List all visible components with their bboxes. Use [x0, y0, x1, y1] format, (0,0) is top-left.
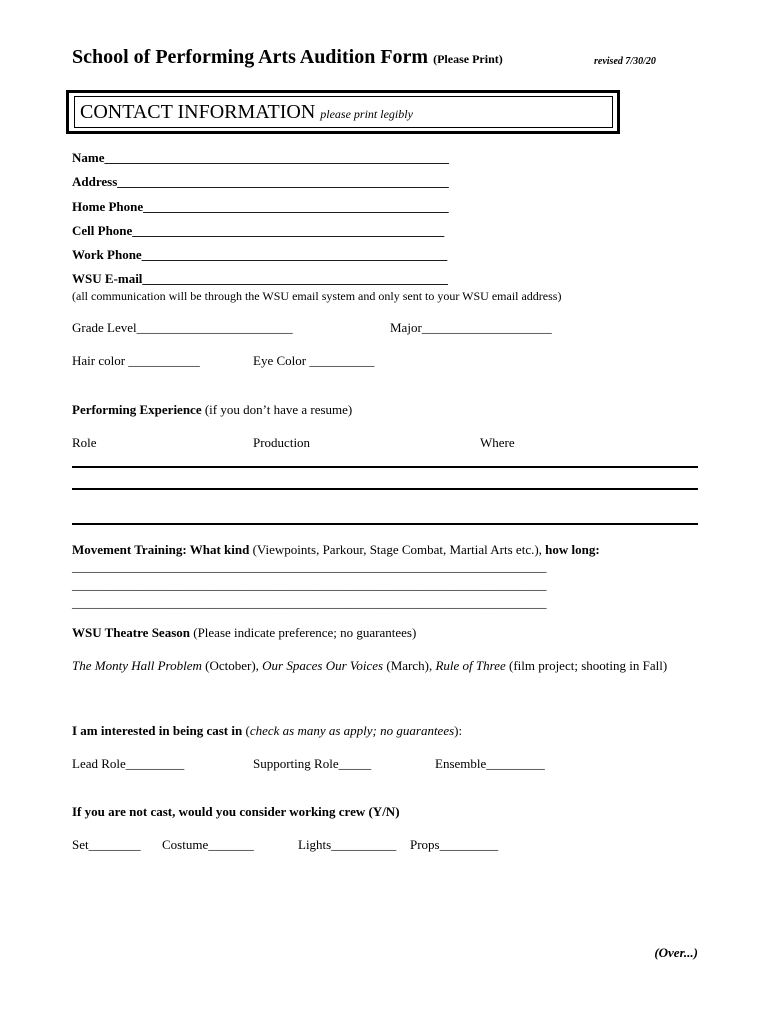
revision-date: revised 7/30/20 [594, 56, 656, 67]
casting-heading: I am interested in being cast in (check as many as apply; no guarantees): [72, 723, 463, 738]
movement-line-3[interactable]: _________________________________________________________________________ [72, 595, 547, 610]
crew-lights-field[interactable]: Lights__________ [298, 837, 397, 852]
cell-phone-field[interactable]: Cell Phone________________________________________________ [72, 223, 445, 238]
casting-note: check as many as apply; no guarantees [249, 723, 455, 738]
form-subtitle: (Please Print) [433, 52, 503, 66]
crew-heading: If you are not cast, would you consider working crew (Y/N) [72, 804, 400, 819]
contact-heading-note: please print legibly [320, 107, 413, 121]
season-shows [72, 657, 692, 674]
show-2-when: (March), [386, 658, 433, 673]
experience-label: Performing Experience [72, 402, 202, 417]
movement-examples: (Viewpoints, Parkour, Stage Combat, Martial Arts etc.), [252, 542, 542, 557]
wsu-email-field[interactable]: WSU E-mail_______________________________________________ [72, 271, 448, 286]
email-note: (all communication will be through the WSU email system and only sent to your WSU email address) [72, 289, 562, 303]
experience-heading [72, 402, 352, 418]
season-heading [72, 625, 416, 641]
column-where: Where [480, 435, 515, 450]
over-note: (Over...) [654, 945, 698, 960]
form-title [72, 46, 503, 69]
experience-line-2[interactable] [72, 488, 698, 490]
casting-label: I am interested in being cast in [72, 723, 243, 738]
home-phone-field[interactable]: Home Phone_______________________________________________ [72, 199, 449, 214]
contact-heading-text: CONTACT INFORMATION [80, 101, 316, 123]
hair-color-field[interactable]: Hair color ___________ [72, 353, 200, 368]
work-phone-field[interactable]: Work Phone_______________________________________________ [72, 247, 448, 262]
movement-heading [72, 542, 600, 558]
movement-line-2[interactable]: _________________________________________________________________________ [72, 577, 547, 592]
column-role: Role [72, 435, 97, 450]
experience-note: (if you don’t have a resume) [204, 402, 353, 417]
eye-color-field[interactable]: Eye Color __________ [253, 353, 375, 368]
show-1-when: (October), [205, 658, 259, 673]
form-title-text: School of Performing Arts Audition Form [72, 46, 429, 68]
address-field[interactable]: Address___________________________________________________ [72, 174, 449, 189]
crew-props-field[interactable]: Props_________ [410, 837, 499, 852]
movement-how-long: how long: [545, 542, 600, 557]
season-note: (Please indicate preference; no guarantees) [193, 625, 417, 640]
movement-label: Movement Training: What kind [72, 542, 250, 557]
show-2-title: Our Spaces Our Voices [262, 658, 384, 673]
major-field[interactable]: Major____________________ [390, 320, 552, 335]
show-3-title: Rule of Three [435, 658, 506, 673]
crew-set-field[interactable]: Set________ [72, 837, 141, 852]
show-1-title: The Monty Hall Problem [72, 658, 202, 673]
movement-line-1[interactable]: _________________________________________________________________________ [72, 559, 547, 574]
show-3-when: (film project; shooting in Fall) [509, 658, 668, 673]
ensemble-field[interactable]: Ensemble_________ [435, 756, 545, 771]
column-production: Production [253, 435, 311, 450]
supporting-role-field[interactable]: Supporting Role_____ [253, 756, 372, 771]
experience-line-1[interactable] [72, 466, 698, 468]
crew-costume-field[interactable]: Costume_______ [162, 837, 254, 852]
lead-role-field[interactable]: Lead Role_________ [72, 756, 185, 771]
season-label: WSU Theatre Season [72, 625, 190, 640]
grade-level-field[interactable]: Grade Level________________________ [72, 320, 293, 335]
name-field[interactable]: Name_____________________________________________________ [72, 150, 449, 165]
experience-line-3[interactable] [72, 523, 698, 525]
contact-heading [80, 101, 413, 124]
